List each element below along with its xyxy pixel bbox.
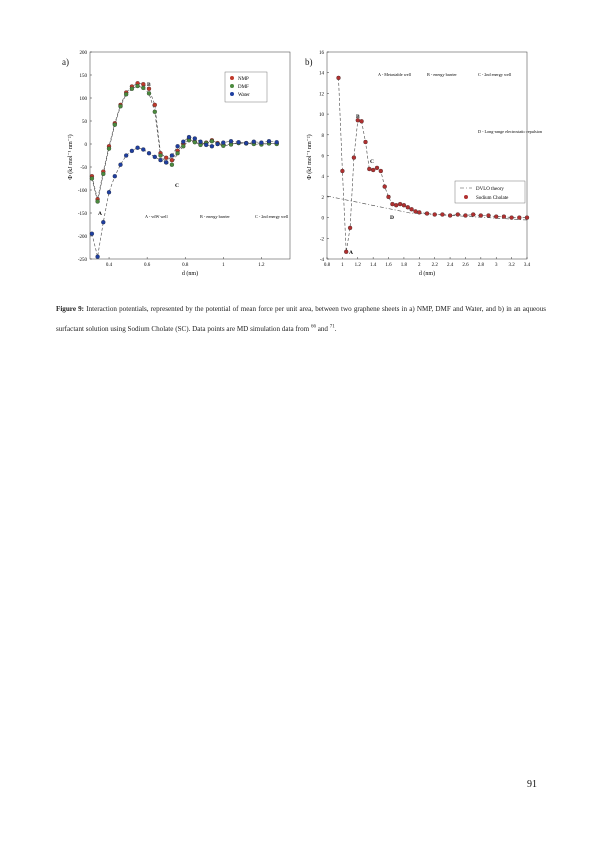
x-tick-label: 3.4 — [523, 263, 531, 268]
x-tick-label: 0.8 — [323, 263, 331, 268]
annotation-a: A — [98, 211, 102, 217]
y-tick-label: 12 — [319, 92, 324, 98]
data-point — [360, 119, 364, 123]
data-point — [402, 203, 406, 207]
fit-curve — [339, 78, 528, 252]
data-point — [410, 207, 414, 211]
x-tick-label: 3 — [494, 263, 498, 268]
data-point — [448, 214, 452, 218]
y-tick-label: -2 — [319, 237, 324, 243]
chart-b-plot-area — [327, 52, 527, 259]
y-tick-label: 14 — [319, 71, 324, 77]
caption-label: Figure 9: — [56, 305, 85, 313]
annotation-b: B — [356, 114, 360, 120]
data-point — [340, 169, 344, 173]
region-label: B - energy barrier — [200, 214, 230, 219]
data-point — [390, 202, 394, 206]
data-point — [394, 203, 398, 207]
data-point — [510, 216, 514, 220]
region-label: D - Long-range electrostatic repulsion — [478, 129, 542, 134]
page-number: 91 — [527, 779, 537, 790]
y-tick-label: 50 — [82, 120, 87, 125]
chart-b-ylabel: Φ (kJ mol⁻¹ nm⁻²) — [307, 134, 313, 180]
data-point — [464, 214, 468, 218]
data-point — [406, 205, 410, 209]
y-tick-label: 0 — [84, 143, 87, 148]
y-tick-label: 6 — [321, 154, 324, 160]
data-point — [494, 215, 498, 219]
x-tick-label: 1.8 — [400, 263, 408, 268]
caption-ref-1: 66 — [310, 324, 316, 330]
panel-a-label: a) — [62, 57, 69, 67]
data-point — [425, 212, 429, 216]
region-label: A - vdW well — [145, 214, 168, 219]
annotation-a: A — [349, 250, 353, 256]
caption-text-end: . — [334, 325, 337, 334]
chart-a-ylabel: Φ (kJ mol⁻¹ nm⁻²) — [68, 134, 74, 180]
data-point — [414, 209, 418, 213]
y-tick-label: -250 — [77, 258, 87, 263]
region-label: C - 2nd energy well — [255, 214, 289, 219]
y-tick-label: 200 — [79, 51, 87, 56]
y-tick-label: 16 — [319, 51, 324, 56]
x-tick-label: 1.4 — [370, 263, 377, 268]
region-label: C - 2nd energy well — [478, 72, 512, 77]
data-point — [517, 216, 521, 220]
y-tick-label: 0 — [321, 216, 324, 222]
region-label: B - energy barrier — [427, 72, 457, 77]
data-point — [456, 213, 460, 217]
y-tick-label: 10 — [319, 113, 324, 119]
x-tick-label: 2.4 — [446, 263, 454, 268]
data-point — [383, 185, 387, 189]
data-point — [367, 167, 371, 171]
x-tick-label: 2 — [418, 263, 421, 268]
y-tick-label: -200 — [77, 235, 87, 240]
x-tick-label: 2.8 — [477, 263, 484, 268]
x-tick-label: 0.6 — [144, 263, 151, 268]
data-point — [487, 214, 491, 218]
data-point — [471, 213, 475, 217]
annotation-c: C — [175, 183, 179, 189]
data-point — [375, 166, 379, 170]
data-point — [364, 140, 368, 144]
caption-text: Interaction potentials, represented by the potential of mean force per unit area, between two graphene sheets in a) NMP, DMF and Water, and b) in an aqueous surfactant solution using Sodium Cholate (SC). Data points are MD simulation data from — [56, 305, 546, 334]
x-tick-label: 1 — [341, 263, 344, 268]
legend-b-marker — [464, 195, 468, 199]
y-tick-label: 100 — [79, 97, 87, 102]
x-tick-label: 0.4 — [105, 263, 113, 268]
data-point — [502, 215, 506, 219]
annotation-c: C — [370, 159, 374, 165]
x-tick-label: 2.6 — [462, 263, 469, 268]
y-tick-label: 4 — [321, 175, 324, 181]
x-tick-label: 1.6 — [385, 263, 392, 268]
legend-a-label: Water — [238, 93, 250, 98]
legend-b-label: Sodium Cholate — [476, 196, 509, 201]
x-tick-label: 2.2 — [431, 263, 438, 268]
legend-b-label: DVLO theory — [476, 187, 504, 192]
data-point — [417, 210, 421, 214]
y-tick-label: -150 — [77, 212, 87, 217]
annotation-b: B — [147, 82, 151, 88]
annotation-d: D — [390, 215, 394, 221]
region-label: A - Metastable well — [378, 72, 411, 77]
y-tick-label: -100 — [77, 189, 87, 194]
y-tick-label: 150 — [79, 74, 87, 79]
y-tick-label: -4 — [319, 258, 324, 263]
x-tick-label: 3.2 — [508, 263, 515, 268]
x-tick-label: 1.2 — [258, 263, 265, 268]
x-tick-label: 1.2 — [354, 263, 361, 268]
legend-a-label: NMP — [238, 77, 249, 82]
data-point — [337, 76, 341, 80]
data-point — [440, 213, 444, 217]
x-tick-label: 1 — [222, 263, 225, 268]
figure-caption — [56, 299, 546, 339]
chart-b-xlabel: d (nm) — [418, 271, 436, 277]
data-point — [387, 195, 391, 199]
data-point — [371, 168, 375, 172]
data-point — [398, 202, 402, 206]
data-point — [433, 213, 437, 217]
data-point — [344, 250, 348, 254]
y-tick-label: 2 — [321, 195, 324, 201]
y-tick-label: 8 — [321, 133, 324, 139]
data-point — [479, 214, 483, 218]
chart-a-xlabel: d (nm) — [181, 271, 199, 277]
data-point — [379, 169, 383, 173]
x-tick-label: 0.8 — [182, 263, 189, 268]
caption-ref-2: 71 — [329, 324, 335, 330]
data-point — [348, 226, 352, 230]
caption-text-mid: and — [315, 325, 330, 334]
data-point — [525, 216, 529, 220]
legend-a-label: DMF — [238, 85, 249, 90]
panel-b-label: b) — [305, 57, 313, 67]
y-tick-label: -50 — [80, 166, 87, 171]
data-point — [352, 156, 356, 160]
